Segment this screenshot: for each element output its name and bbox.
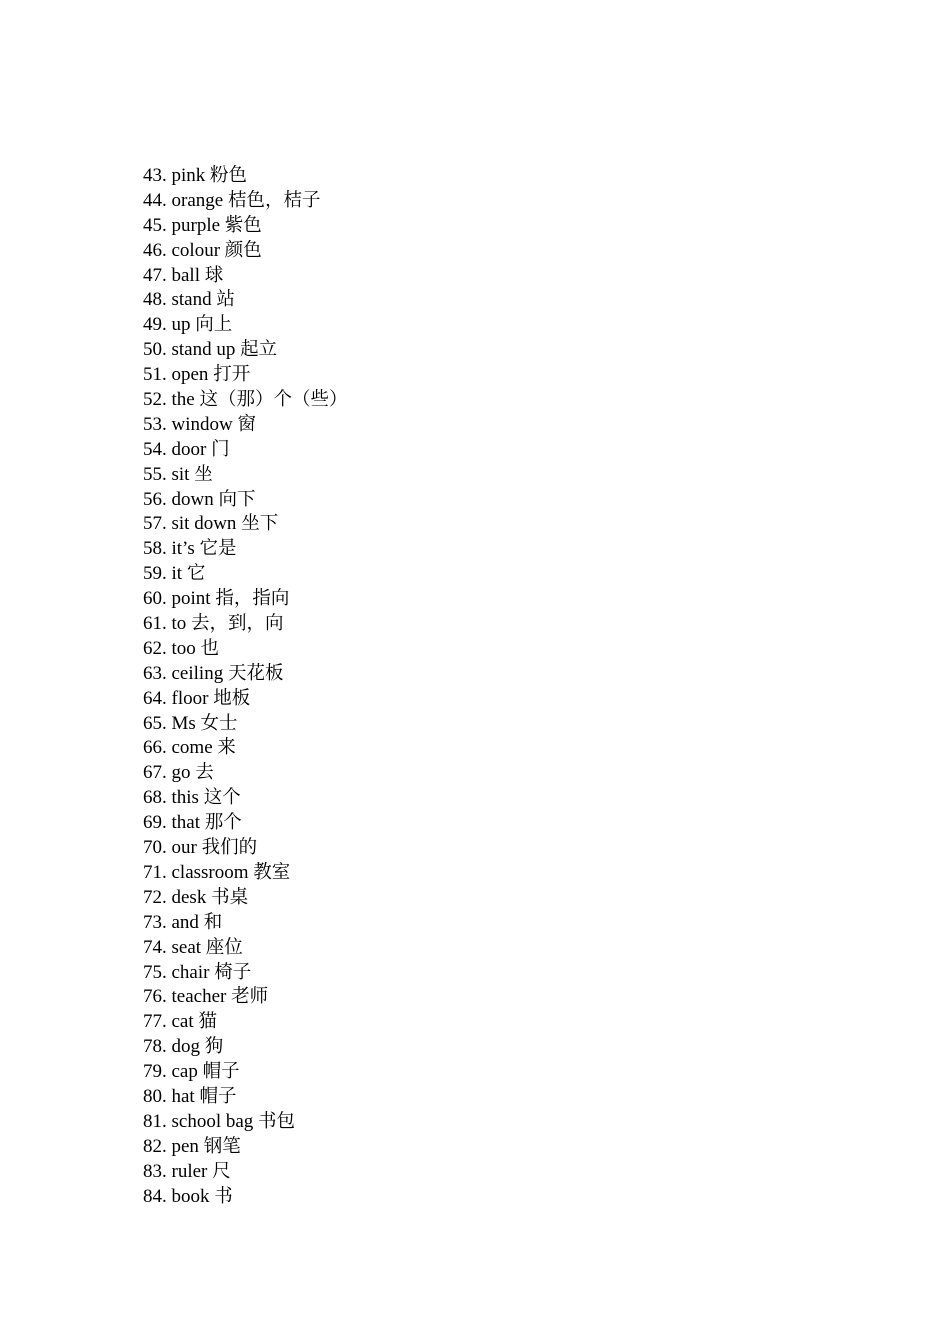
- english-word: Ms: [171, 712, 196, 734]
- english-word: desk: [171, 886, 207, 908]
- item-number: 81.: [143, 1110, 167, 1132]
- english-word: open: [171, 364, 209, 386]
- item-number: 60.: [143, 588, 167, 610]
- english-word: pink: [171, 165, 206, 186]
- english-word: stand up: [171, 339, 236, 361]
- english-word: window: [171, 413, 233, 435]
- item-number: 57.: [143, 513, 167, 535]
- vocabulary-item: [143, 413, 347, 438]
- item-number: 58.: [143, 538, 167, 560]
- item-number: 55.: [143, 463, 167, 485]
- vocabulary-item: [143, 338, 347, 363]
- vocabulary-item: [143, 736, 347, 761]
- item-number: 82.: [143, 1135, 167, 1157]
- chinese-meaning: 去: [195, 762, 214, 784]
- item-number: 80.: [143, 1085, 167, 1107]
- chinese-meaning: 地板: [213, 687, 251, 709]
- vocabulary-item: [143, 288, 347, 313]
- english-word: chair: [171, 961, 210, 983]
- item-number: 53.: [143, 413, 167, 435]
- english-word: cat: [171, 1011, 194, 1033]
- chinese-meaning: 站: [216, 289, 235, 311]
- chinese-meaning: 球: [204, 264, 224, 286]
- item-number: 77.: [143, 1011, 167, 1033]
- item-number: 47.: [143, 264, 167, 286]
- chinese-meaning: 坐下: [241, 513, 279, 535]
- chinese-meaning: 颜色: [224, 239, 262, 261]
- chinese-meaning: 它是: [199, 538, 237, 560]
- english-word: floor: [171, 687, 209, 709]
- item-number: 50.: [143, 339, 167, 361]
- english-word: our: [171, 837, 197, 859]
- vocabulary-item: [143, 488, 347, 513]
- chinese-meaning: 老师: [231, 986, 269, 1008]
- english-word: purple: [171, 214, 221, 236]
- chinese-meaning: 钢笔: [203, 1135, 241, 1157]
- chinese-meaning: 椅子: [214, 961, 252, 983]
- vocabulary-item: [143, 1110, 347, 1135]
- chinese-meaning: 书包: [258, 1110, 296, 1132]
- vocabulary-item: [143, 463, 347, 488]
- chinese-meaning: 打开: [213, 364, 251, 386]
- item-number: 65.: [143, 712, 167, 734]
- vocabulary-item: [143, 264, 347, 289]
- item-number: 67.: [143, 762, 167, 784]
- english-word: come: [171, 737, 213, 759]
- chinese-meaning: 门: [211, 438, 230, 460]
- english-word: dog: [171, 1036, 200, 1058]
- english-word: teacher: [171, 986, 227, 1008]
- vocabulary-item: [143, 1135, 347, 1160]
- vocabulary-item: [143, 811, 347, 836]
- english-word: hat: [171, 1085, 195, 1107]
- english-word: ceiling: [171, 662, 224, 684]
- english-word: and: [171, 911, 199, 933]
- vocabulary-item: [143, 1060, 347, 1085]
- item-number: 72.: [143, 886, 167, 908]
- chinese-meaning: 坐: [194, 463, 213, 485]
- item-number: 52.: [143, 389, 167, 411]
- english-word: that: [171, 812, 200, 834]
- vocabulary-item: [143, 961, 347, 986]
- vocabulary-item: [143, 836, 347, 861]
- english-word: it’s: [171, 538, 195, 560]
- vocabulary-item: [143, 1160, 347, 1185]
- english-word: classroom: [171, 861, 249, 883]
- english-word: stand: [171, 289, 212, 311]
- chinese-meaning: 向下: [218, 488, 256, 510]
- english-word: cap: [171, 1061, 198, 1083]
- vocabulary-item: [143, 612, 347, 637]
- chinese-meaning: 帽子: [202, 1061, 240, 1083]
- item-number: 69.: [143, 812, 167, 834]
- chinese-meaning: 起立: [240, 339, 278, 361]
- english-word: pen: [171, 1135, 199, 1157]
- item-number: 78.: [143, 1036, 167, 1058]
- chinese-meaning: 我们的: [201, 837, 258, 859]
- english-word: this: [171, 787, 199, 809]
- vocabulary-item: [143, 985, 347, 1010]
- chinese-meaning: 教室: [253, 861, 291, 883]
- english-word: door: [171, 438, 207, 460]
- chinese-meaning: 去，到，向: [191, 613, 284, 635]
- chinese-meaning: 向上: [195, 314, 233, 336]
- chinese-meaning: 狗: [204, 1036, 224, 1058]
- item-number: 49.: [143, 314, 167, 336]
- chinese-meaning: 它: [186, 563, 206, 585]
- item-number: 73.: [143, 911, 167, 933]
- item-number: 51.: [143, 364, 167, 386]
- chinese-meaning: 尺: [212, 1160, 231, 1182]
- english-word: the: [171, 389, 195, 411]
- item-number: 45.: [143, 214, 167, 236]
- vocabulary-item: [143, 363, 347, 388]
- item-number: 75.: [143, 961, 167, 983]
- vocabulary-item: [143, 562, 347, 587]
- item-number: 44.: [143, 189, 167, 211]
- chinese-meaning: 座位: [205, 936, 243, 958]
- chinese-meaning: 女士: [200, 712, 238, 734]
- item-number: 64.: [143, 687, 167, 709]
- vocabulary-item: [143, 189, 347, 214]
- vocabulary-item: [143, 1185, 347, 1210]
- chinese-meaning: 窗: [237, 413, 256, 435]
- item-number: 79.: [143, 1061, 167, 1083]
- vocabulary-item: [143, 164, 347, 189]
- chinese-meaning: 和: [203, 911, 223, 933]
- item-number: 71.: [143, 861, 167, 883]
- english-word: school bag: [171, 1110, 254, 1132]
- english-word: seat: [171, 936, 202, 958]
- english-word: sit: [171, 463, 190, 485]
- item-number: 84.: [143, 1185, 167, 1207]
- chinese-meaning: 这（那）个（些）: [199, 389, 348, 411]
- english-word: up: [171, 314, 191, 336]
- chinese-meaning: 桔色，桔子: [227, 189, 321, 211]
- item-number: 66.: [143, 737, 167, 759]
- vocabulary-item: [143, 1010, 347, 1035]
- vocabulary-item: [143, 1085, 347, 1110]
- vocabulary-item: [143, 313, 347, 338]
- item-number: 61.: [143, 613, 167, 635]
- vocabulary-item: [143, 936, 347, 961]
- vocabulary-item: [143, 512, 347, 537]
- english-word: book: [171, 1185, 210, 1207]
- chinese-meaning: 来: [217, 737, 236, 759]
- english-word: down: [171, 488, 214, 510]
- english-word: colour: [171, 239, 221, 261]
- vocabulary-item: [143, 911, 347, 936]
- vocabulary-item: [143, 861, 347, 886]
- item-number: 74.: [143, 936, 167, 958]
- item-number: 56.: [143, 488, 167, 510]
- chinese-meaning: 猫: [198, 1011, 217, 1033]
- english-word: too: [171, 637, 196, 659]
- vocabulary-item: [143, 537, 347, 562]
- chinese-meaning: 天花板: [227, 662, 284, 684]
- english-word: ball: [171, 264, 200, 286]
- english-word: to: [171, 613, 187, 635]
- item-number: 54.: [143, 438, 167, 460]
- vocabulary-item: [143, 388, 347, 413]
- item-number: 83.: [143, 1160, 167, 1182]
- chinese-meaning: 指，指向: [215, 588, 290, 610]
- chinese-meaning: 紫色: [224, 214, 262, 236]
- item-number: 63.: [143, 662, 167, 684]
- vocabulary-item: [143, 886, 347, 911]
- vocabulary-item: [143, 786, 347, 811]
- chinese-meaning: 这个: [203, 787, 241, 809]
- vocabulary-list: [143, 164, 347, 1209]
- vocabulary-item: [143, 687, 347, 712]
- item-number: 59.: [143, 563, 167, 585]
- vocabulary-item: [143, 438, 347, 463]
- chinese-meaning: 粉色: [210, 165, 248, 186]
- vocabulary-item: [143, 239, 347, 264]
- chinese-meaning: 书桌: [211, 886, 249, 908]
- vocabulary-item: [143, 712, 347, 737]
- english-word: ruler: [171, 1160, 208, 1182]
- english-word: it: [171, 563, 183, 585]
- english-word: point: [171, 588, 211, 610]
- vocabulary-item: [143, 662, 347, 687]
- vocabulary-item: [143, 637, 347, 662]
- item-number: 48.: [143, 289, 167, 311]
- chinese-meaning: 帽子: [199, 1085, 237, 1107]
- vocabulary-item: [143, 214, 347, 239]
- item-number: 46.: [143, 239, 167, 261]
- vocabulary-item: [143, 587, 347, 612]
- item-number: 68.: [143, 787, 167, 809]
- english-word: orange: [171, 189, 224, 211]
- english-word: go: [171, 762, 191, 784]
- english-word: sit down: [171, 513, 237, 535]
- chinese-meaning: 那个: [204, 812, 242, 834]
- chinese-meaning: 也: [200, 637, 220, 659]
- vocabulary-item: [143, 1035, 347, 1060]
- item-number: 43.: [143, 165, 167, 186]
- item-number: 76.: [143, 986, 167, 1008]
- item-number: 62.: [143, 637, 167, 659]
- chinese-meaning: 书: [214, 1185, 233, 1207]
- item-number: 70.: [143, 837, 167, 859]
- vocabulary-item: [143, 761, 347, 786]
